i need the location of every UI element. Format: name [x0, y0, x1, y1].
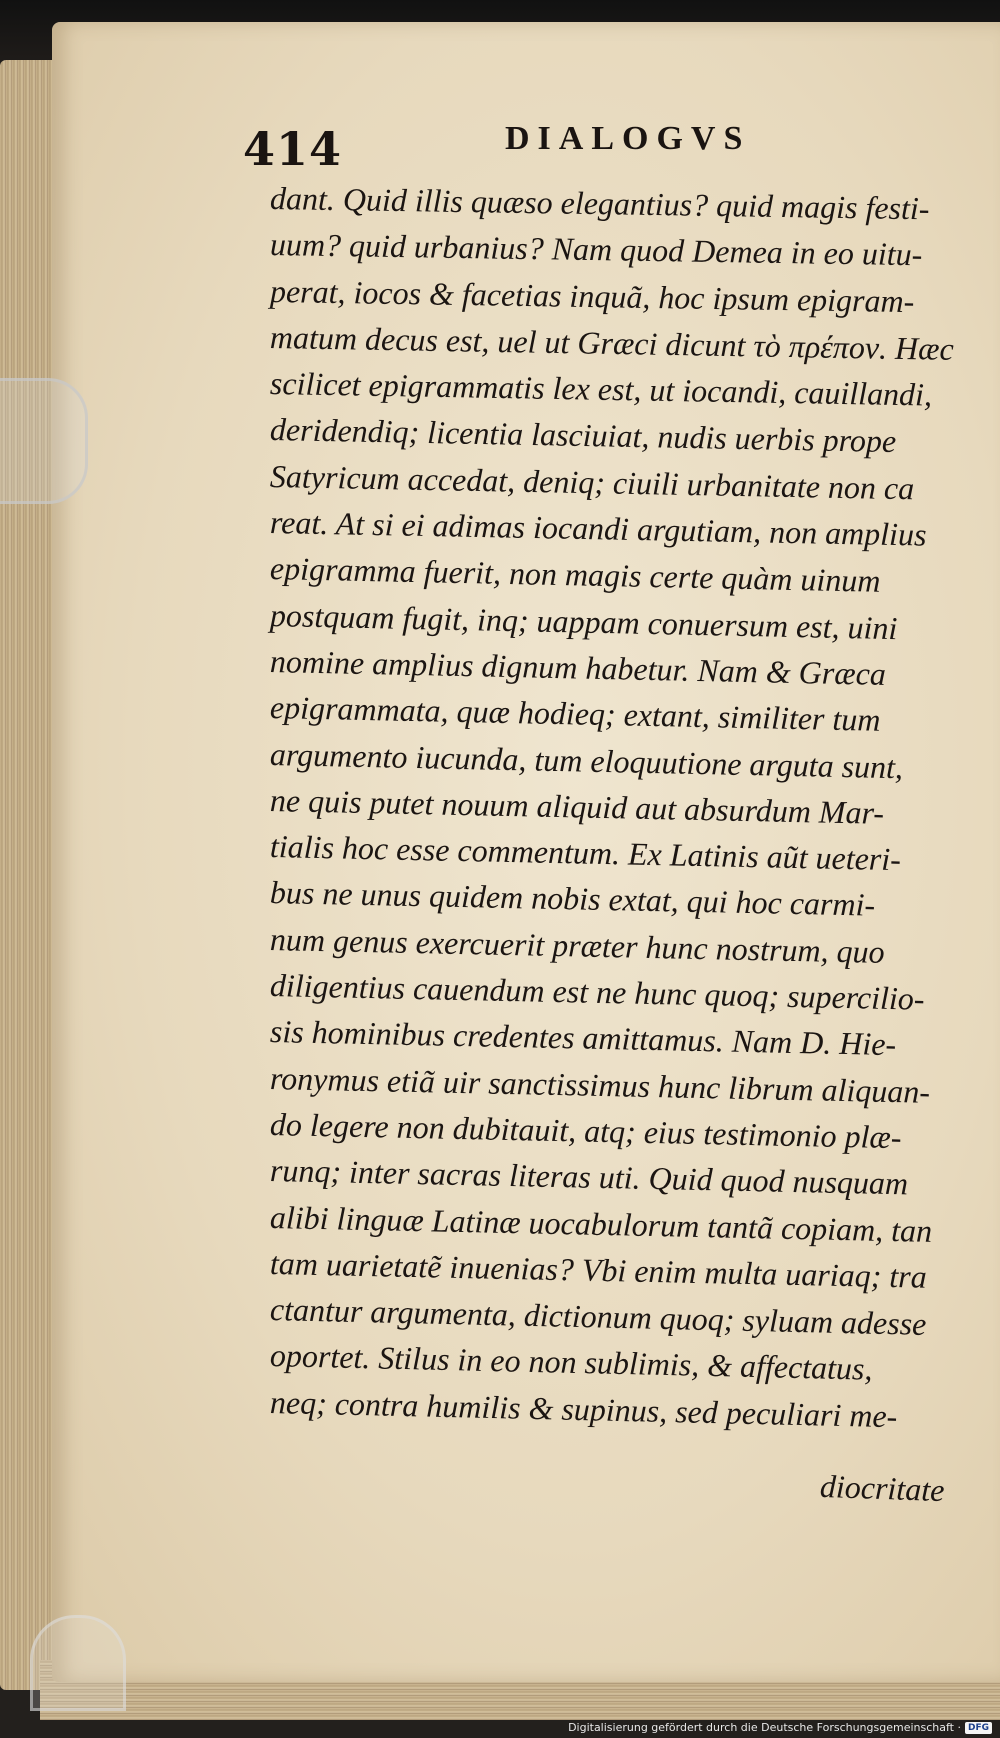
text-line: perat, iocos & facetias inquã, hoc ipsum epigram-	[269, 272, 915, 319]
text-line: scilicet epigrammatis lex est, ut iocandi, cauillandi,	[269, 365, 933, 413]
text-line: bus ne unus quidem nobis extat, qui hoc carmi-	[269, 874, 876, 924]
text-line: tam uarietatẽ inuenias? Vbi enim multa uariaq; tra	[269, 1244, 928, 1295]
text-line: sis hominibus credentes amittamus. Nam D. Hie-	[269, 1013, 897, 1063]
digitization-credit	[568, 1721, 992, 1734]
text-line: matum decus est, uel ut Græci dicunt τὸ πρέπον. Hæc	[269, 318, 955, 367]
text-line: tialis hoc esse commentum. Ex Latinis aũt ueteri-	[269, 828, 902, 878]
text-line: argumento iucunda, tum eloquutione arguta sunt,	[269, 735, 904, 785]
text-line: runq; inter sacras literas uti. Quid quod nusquam	[269, 1152, 909, 1202]
text-line: diligentius cauendum est ne hunc quoq; supercilio-	[269, 967, 925, 1017]
text-line: alibi linguæ Latinæ uocabulorum tantã copiam, tan	[269, 1198, 933, 1249]
running-head: DIALOGVS	[505, 120, 751, 157]
text-line: neq; contra humilis & supinus, sed peculiari me-	[269, 1383, 898, 1434]
text-line: deridendiq; licentia lasciuiat, nudis uerbis prope	[269, 411, 897, 460]
body-text	[269, 175, 970, 1434]
text-line: epigramma fuerit, non magis certe quàm uinum	[269, 550, 881, 600]
text-line: epigrammata, quæ hodieq; extant, similiter tum	[269, 689, 881, 739]
credit-text: Digitalisierung gefördert durch die Deutsche Forschungsgemeinschaft ·	[568, 1721, 961, 1734]
text-line: ctantur argumenta, dictionum quoq; syluam adesse	[269, 1291, 927, 1343]
text-line: nomine amplius dignum habetur. Nam & Græca	[269, 642, 887, 692]
text-line: oportet. Stilus in eo non sublimis, & affectatus,	[269, 1337, 873, 1388]
text-line: do legere non dubitauit, atq; eius testimonio plæ-	[269, 1105, 902, 1156]
text-line: reat. At si ei adimas iocandi argutiam, non amplius	[269, 504, 927, 553]
page-number: 414	[243, 122, 343, 176]
dfg-logo: DFG	[965, 1722, 992, 1734]
text-line: postquam fugit, inq; uappam conuersum est, uini	[269, 596, 898, 646]
text-line: uum? quid urbanius? Nam quod Demea in eo uitu-	[269, 226, 923, 273]
text-line: Satyricum accedat, deniq; ciuili urbanitate non ca	[269, 457, 915, 507]
text-line: ne quis putet nouum aliquid aut absurdum Mar-	[269, 781, 885, 831]
text-line: num genus exercuerit præter hunc nostrum, quo	[269, 920, 885, 970]
text-line: dant. Quid illis quæso elegantius? quid magis festi-	[269, 180, 930, 227]
page-clamp-bottom	[30, 1615, 126, 1711]
page-clamp-top	[0, 378, 88, 504]
catchword: diocritate	[819, 1467, 946, 1509]
text-line: ronymus etiã uir sanctissimus hunc librum aliquan-	[269, 1059, 931, 1110]
